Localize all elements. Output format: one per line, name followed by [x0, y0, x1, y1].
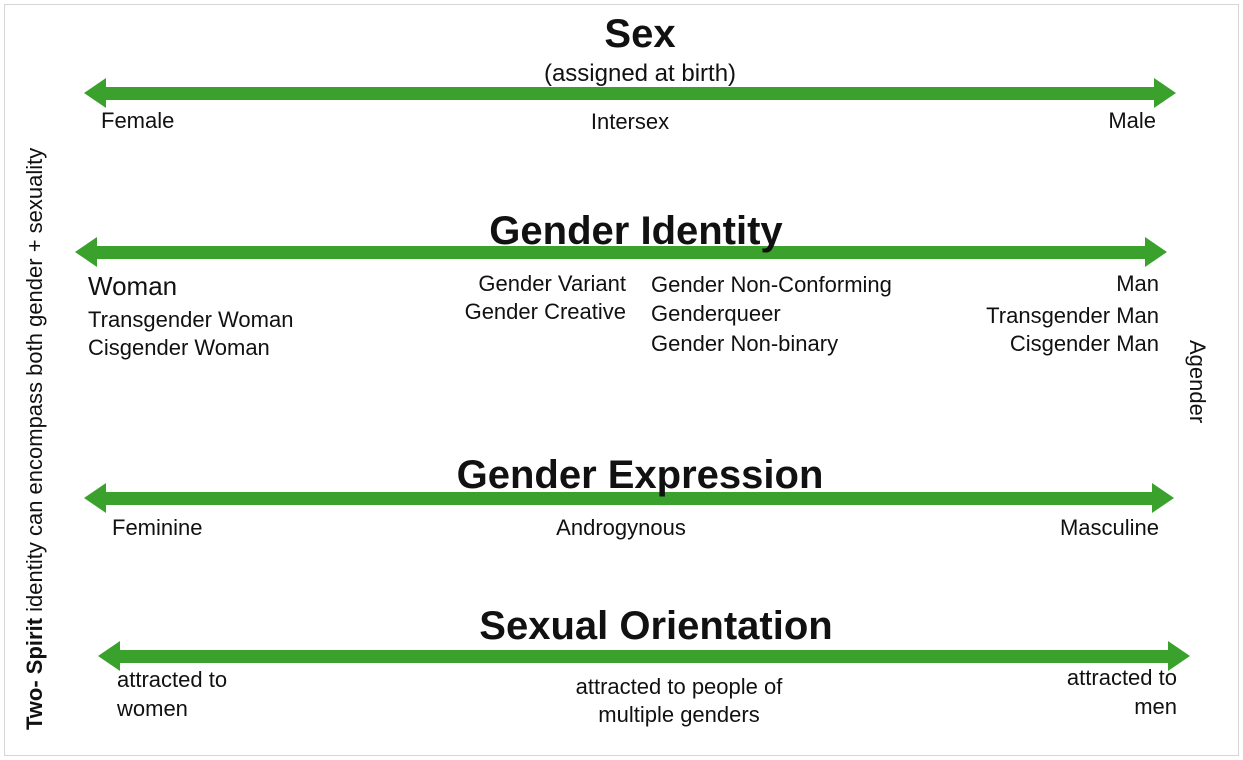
ge-label-androgynous: Androgynous — [556, 515, 686, 540]
sex-label-female: Female — [101, 108, 175, 133]
so-label-women-1: attracted to — [117, 667, 228, 692]
so-label-women-2: women — [117, 696, 188, 721]
gi-label-man: Man — [1116, 271, 1159, 296]
ge-label-feminine: Feminine — [112, 515, 203, 540]
gi-label-transgender-woman: Transgender Woman — [88, 307, 294, 332]
two-spirit-note — [22, 148, 48, 730]
gi-label-gender-non-binary: Gender Non-binary — [651, 331, 839, 356]
so-label-multiple-2: multiple genders — [598, 702, 760, 727]
sex-subtitle: (assigned at birth) — [543, 60, 737, 87]
two-spirit-bold: Two- Spirit — [22, 617, 47, 730]
gi-label-cisgender-woman: Cisgender Woman — [88, 335, 270, 360]
gi-label-gender-variant: Gender Variant — [478, 271, 626, 296]
so-label-multiple-1: attracted to people of — [575, 674, 783, 699]
gi-label-cisgender-man: Cisgender Man — [1009, 331, 1159, 356]
ge-label-masculine: Masculine — [1059, 515, 1159, 540]
two-spirit-rest: identity can encompass both gender + sexuality — [22, 147, 47, 618]
so-label-men-1: attracted to — [1066, 665, 1177, 690]
so-label-men-2: men — [1134, 694, 1177, 719]
gi-label-woman: Woman — [88, 271, 178, 301]
gender-expression-title: Gender Expression — [456, 453, 824, 497]
gi-label-genderqueer: Genderqueer — [651, 301, 781, 326]
sexual-orientation-title: Sexual Orientation — [479, 604, 833, 648]
gi-label-gender-creative: Gender Creative — [464, 299, 626, 324]
gi-label-transgender-man: Transgender Man — [986, 303, 1159, 328]
agender-label: Agender — [1185, 340, 1210, 424]
sex-label-intersex: Intersex — [590, 109, 670, 134]
sex-title: Sex — [604, 12, 676, 56]
sex-label-male: Male — [1108, 108, 1156, 133]
gender-identity-title: Gender Identity — [489, 209, 783, 253]
gi-label-gender-non-conforming: Gender Non-Conforming — [651, 272, 892, 297]
